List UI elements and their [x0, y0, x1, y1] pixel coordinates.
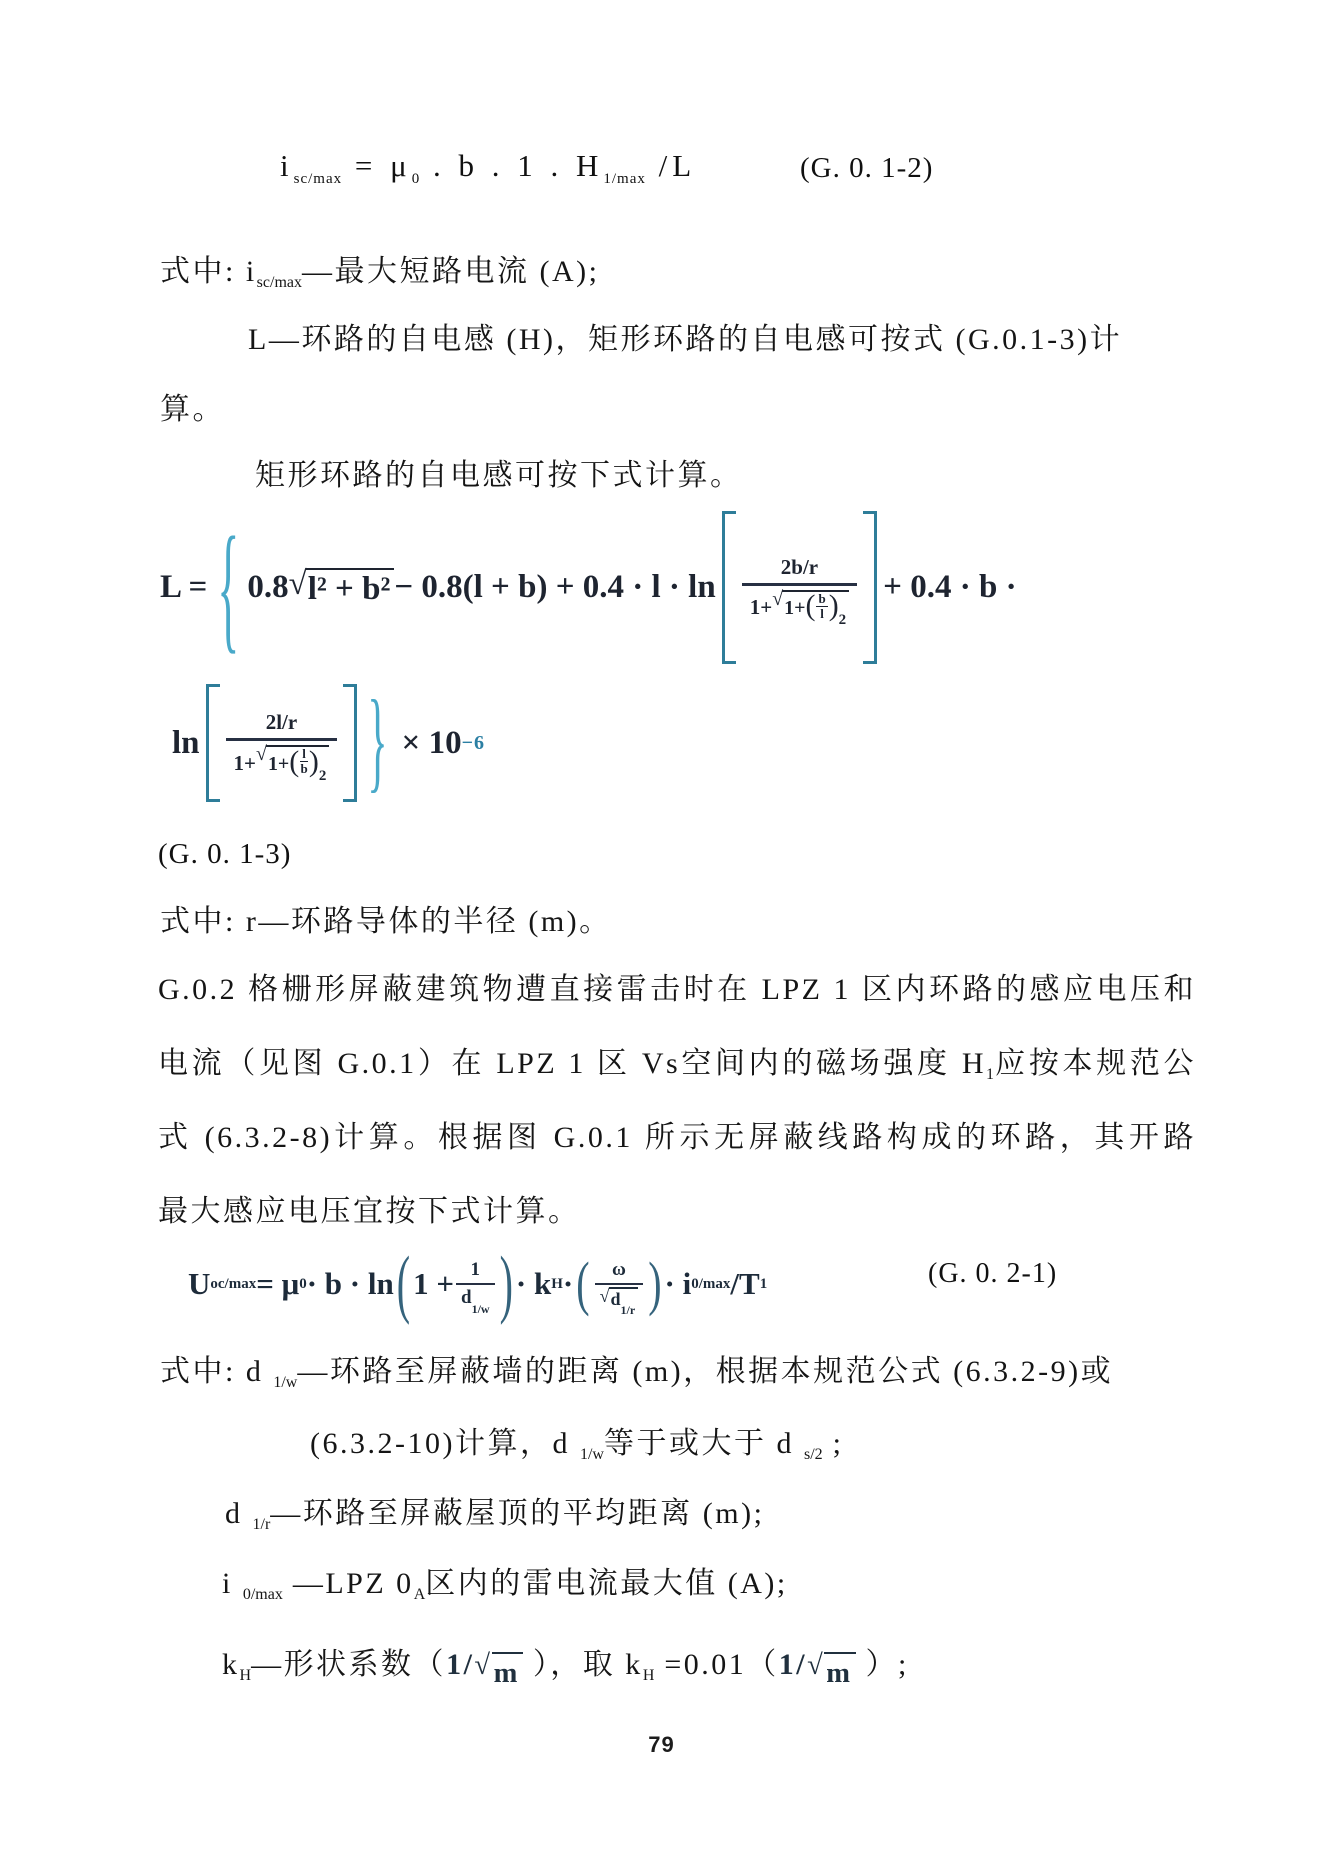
explanation-text: —环路至屏蔽墙的距离 (m)，根据本规范公式 (6.3.2-9)或	[297, 1355, 1114, 1388]
explanation-L: L—环路的自电感 (H)，矩形环路的自电感可按式 (G.0.1-3)计	[248, 323, 1123, 356]
formula-text: . b . 1 . H	[420, 148, 604, 183]
paragraph-g02-line4: 最大感应电压宜按下式计算。	[158, 1195, 581, 1228]
formula-text: · b · ln	[306, 1266, 394, 1301]
explanation-i0max	[222, 1564, 788, 1604]
formula-subscript: s/2	[803, 1446, 823, 1463]
formula-text: · i	[664, 1266, 692, 1301]
numerator: 2b/r	[780, 554, 819, 579]
formula-text: 1+	[784, 597, 806, 620]
formula-var: i	[280, 148, 294, 183]
radical-sign: √	[772, 587, 784, 610]
formula-ln: ln	[172, 724, 200, 761]
square-root	[256, 743, 329, 784]
explanation-text: =0.01（	[654, 1648, 779, 1681]
square-root	[474, 1652, 522, 1694]
left-paren: (	[576, 1249, 590, 1317]
right-bracket	[343, 684, 357, 802]
explanation-text: (6.3.2-10)计算，d	[310, 1427, 580, 1460]
numerator: ω	[611, 1258, 626, 1280]
square-root	[599, 1285, 639, 1317]
fraction	[456, 1259, 495, 1316]
denominator	[595, 1283, 644, 1317]
fraction	[742, 554, 857, 629]
formula-subscript: sc/max	[256, 274, 302, 291]
radicand: 1+ ( $\frac{l}{b}$ ) 2	[266, 745, 329, 775]
formula-subscript: 0/max	[242, 1586, 283, 1603]
square-root	[288, 565, 395, 608]
explanation-d1w-cont	[310, 1424, 844, 1464]
formula-text: + 0.4 · b ·	[883, 569, 1017, 605]
formula-isc-max	[280, 148, 697, 187]
right-bracket	[863, 511, 877, 664]
explanation-text: k	[222, 1648, 240, 1681]
left-brace: {	[217, 506, 240, 665]
formula-subscript: sc/max	[293, 171, 343, 187]
numerator: 1	[470, 1259, 481, 1280]
formula-text: 1 +	[413, 1266, 454, 1301]
equation-number-g012: (G. 0. 1-2)	[800, 152, 934, 184]
paragraph-text: 应按本规范公	[994, 1047, 1196, 1080]
explanation-text: —环路至屏蔽屋顶的平均距离 (m);	[270, 1497, 765, 1530]
small-fraction	[300, 747, 308, 775]
right-paren: )	[648, 1249, 662, 1317]
formula-var: d	[610, 1288, 621, 1309]
formula-subscript: 1/w	[579, 1446, 604, 1463]
formula-lhs: L =	[160, 569, 208, 605]
formula-text: · k	[515, 1266, 552, 1301]
explanation-text: 区内的雷电流最大值 (A);	[425, 1567, 788, 1600]
left-bracket	[722, 511, 736, 664]
formula-g013-line1	[160, 505, 1017, 670]
explanation-d1w	[160, 1352, 1113, 1392]
explanation-text: d	[225, 1497, 253, 1530]
radical-sign: √	[288, 565, 307, 602]
explanation-text: i	[222, 1567, 243, 1600]
formula-times-ten: × 10	[401, 724, 462, 761]
radical-sign: √	[599, 1285, 610, 1306]
formula-subscript: 1/r	[252, 1516, 271, 1533]
formula-text: 1/	[778, 1648, 808, 1681]
formula-subscript: H	[239, 1667, 252, 1684]
formula-subscript: A	[413, 1586, 426, 1603]
formula-var: U	[188, 1266, 211, 1301]
explanation-L-cont: 算。	[160, 393, 225, 426]
formula-var: d	[461, 1287, 472, 1308]
equation-number-g021: (G. 0. 2-1)	[928, 1258, 1058, 1289]
formula-g021: U oc/max = μ 0 · b · ln ( 1 + 1 d 1/w ) · k H · ( ω √ d 1/r ) · i 0/max /T 1	[188, 1240, 768, 1326]
explanation-text: 式中: i	[160, 255, 257, 288]
formula-text: 1+	[749, 595, 773, 620]
denominator: d 1/w	[456, 1283, 495, 1309]
exponent: −6	[461, 731, 485, 754]
formula-text: − 0.8(l + b) + 0.4 · l · ln	[394, 569, 716, 605]
fraction	[226, 710, 338, 784]
denominator: l	[820, 605, 824, 621]
denominator	[226, 738, 338, 784]
explanation-d1r	[225, 1494, 764, 1534]
explanation-kh	[222, 1645, 909, 1694]
left-paren: (	[289, 744, 300, 778]
paragraph-rect-loop: 矩形环路的自电感可按下式计算。	[255, 459, 743, 492]
formula-subscript: 1	[986, 1066, 994, 1083]
left-paren: (	[396, 1240, 411, 1326]
denominator: b	[300, 761, 308, 776]
explanation-text: 等于或大于 d	[603, 1427, 804, 1460]
right-paren: )	[499, 1240, 513, 1326]
radicand: 1+ ( $\frac{b}{l}$ ) 2	[782, 590, 849, 620]
formula-coefficient: 0.8	[247, 569, 289, 605]
radical-sign: √	[256, 743, 267, 766]
square-root	[807, 1652, 855, 1694]
explanation-text: —LPZ 0	[282, 1567, 414, 1600]
explanation-text: —最大短路电流 (A);	[302, 255, 600, 288]
formula-text: = μ	[256, 1266, 300, 1301]
formula-text: 1/	[446, 1648, 475, 1681]
formula-text: ·	[562, 1266, 574, 1301]
radicand: m	[824, 1652, 855, 1694]
formula-subscript: 0	[411, 171, 421, 187]
paragraph-g02-line3: 式 (6.3.2-8)计算。根据图 G.0.1 所示无屏蔽线路构成的环路，其开路	[158, 1121, 1196, 1154]
right-brace: }	[367, 680, 388, 806]
radical-sign: √	[807, 1650, 826, 1681]
radicand: l² + b²	[306, 568, 395, 608]
square-root	[772, 587, 849, 629]
equation-number-g013: (G. 0. 1-3)	[158, 838, 292, 870]
explanation-text: ），取 k	[522, 1648, 643, 1681]
explanation-r: 式中: r—环路导体的半径 (m)。	[160, 905, 612, 938]
formula-text: /L	[645, 148, 697, 183]
small-fraction	[816, 592, 827, 620]
formula-text: = μ	[342, 148, 412, 183]
fraction	[595, 1258, 644, 1317]
left-paren: (	[805, 589, 816, 623]
numerator: b	[818, 590, 826, 606]
formula-text: 1+	[267, 752, 290, 775]
right-paren: )	[828, 589, 839, 623]
explanation-text: —形状系数（	[251, 1648, 447, 1681]
page-number: 79	[648, 1732, 675, 1757]
paragraph-text: 电流（见图 G.0.1）在 LPZ 1 区 Vs空间内的磁场强度 H	[158, 1047, 986, 1080]
formula-subscript: 1/w	[273, 1374, 298, 1391]
formula-subscript: H	[642, 1667, 655, 1684]
paragraph-g02-line2	[158, 1044, 1196, 1084]
radicand: m	[492, 1652, 523, 1694]
right-paren: )	[308, 744, 319, 778]
left-bracket	[206, 684, 220, 802]
explanation-isc	[160, 252, 599, 292]
formula-text: /T	[730, 1266, 760, 1301]
explanation-text: ;	[822, 1427, 844, 1460]
radicand: d 1/r	[609, 1287, 639, 1310]
formula-text: 1+	[233, 750, 256, 775]
numerator: l	[302, 746, 306, 762]
numerator: 2l/r	[265, 710, 298, 735]
formula-subscript: 1/max	[603, 171, 646, 187]
explanation-text: ）;	[855, 1648, 909, 1681]
formula-g013-line2	[172, 678, 485, 808]
paragraph-g02-line1: G.0.2 格栅形屏蔽建筑物遭直接雷击时在 LPZ 1 区内环路的感应电压和	[158, 973, 1196, 1006]
radical-sign: √	[474, 1650, 493, 1681]
denominator	[742, 583, 857, 629]
explanation-text: 式中: d	[160, 1355, 274, 1388]
